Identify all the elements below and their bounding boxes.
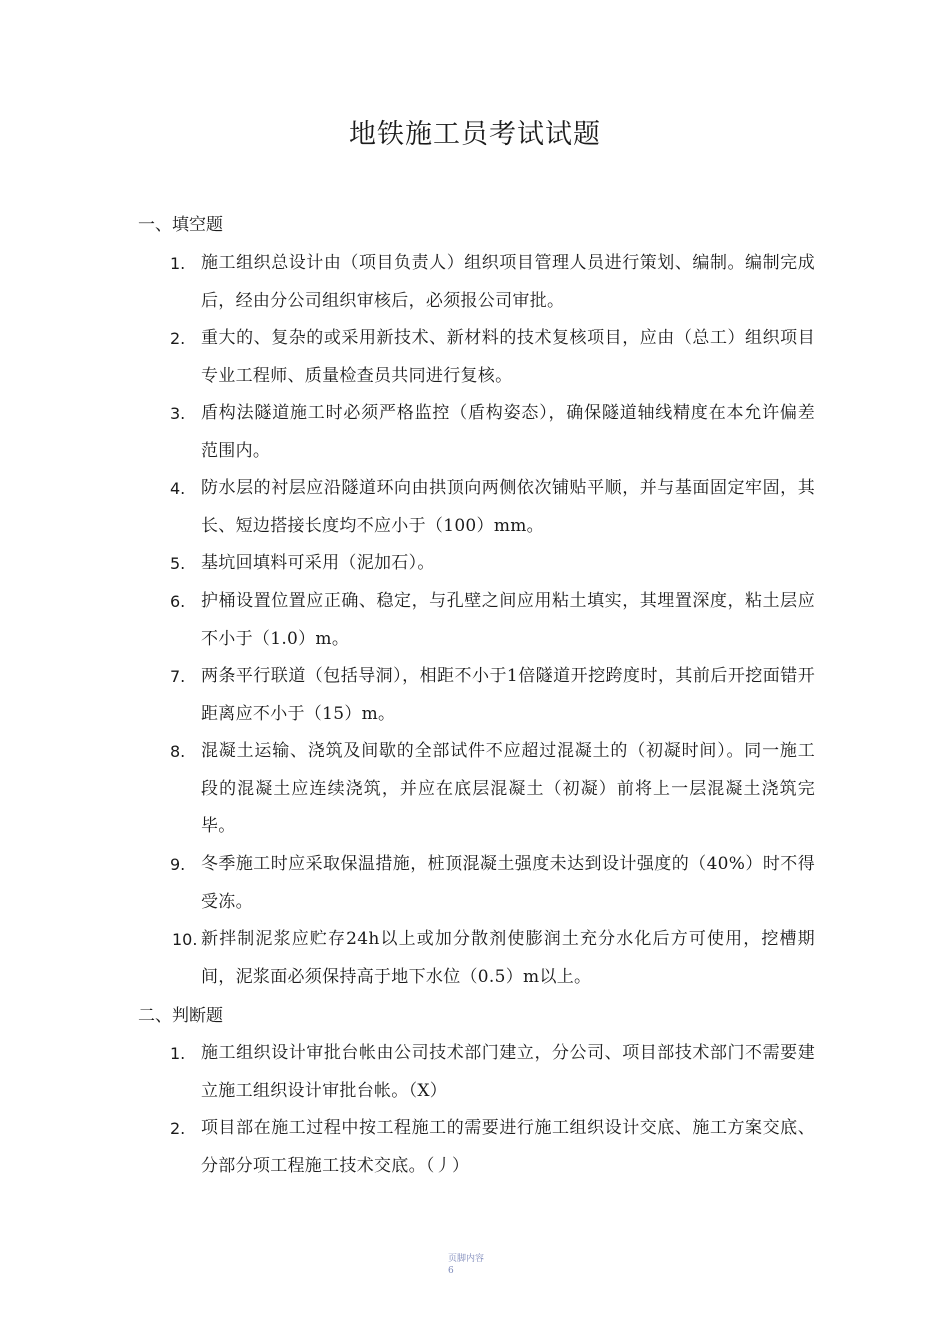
item-text: 冬季施工时应采取保温措施，桩顶混凝土强度未达到设计强度的（40%）时不得受冻。 xyxy=(201,854,815,912)
item-text: 项目部在施工过程中按工程施工的需要进行施工组织设计交底、施工方案交底、分部分项工程施工技术交底。（丿） xyxy=(201,1118,815,1176)
item-number: 7. xyxy=(170,667,186,686)
list-item xyxy=(170,733,815,846)
list-item xyxy=(170,921,815,996)
item-number: 6. xyxy=(170,592,186,611)
item-text: 护桶设置位置应正确、稳定，与孔壁之间应用粘土填实，其埋置深度，粘土层应不小于（1.0）m。 xyxy=(201,591,815,649)
list-item xyxy=(170,395,815,470)
item-number: 3. xyxy=(170,404,186,423)
list-item xyxy=(170,470,815,545)
item-number: 4. xyxy=(170,479,186,498)
page-title: 地铁施工员考试试题 xyxy=(349,119,601,150)
item-text: 两条平行联道（包括导洞），相距不小于1倍隧道开挖跨度时，其前后开挖面错开距离应不小于（15）m。 xyxy=(201,666,815,724)
item-text: 防水层的衬层应沿隧道环向由拱顶向两侧依次铺贴平顺，并与基面固定牢固，其长、短边搭接长度均不应小于（100）mm。 xyxy=(201,478,815,536)
item-text: 混凝土运输、浇筑及间歇的全部试件不应超过混凝土的（初凝时间）。同一施工段的混凝土应连续浇筑，并应在底层混凝土（初凝）前将上一层混凝土浇筑完毕。 xyxy=(201,741,815,836)
list-item xyxy=(170,245,815,320)
section-heading-true-false: 二、判断题 xyxy=(138,1006,223,1026)
list-item xyxy=(170,1035,815,1110)
item-text: 盾构法隧道施工时必须严格监控（盾构姿态），确保隧道轴线精度在本允许偏差范围内。 xyxy=(201,403,815,461)
item-text: 施工组织总设计由（项目负责人）组织项目管理人员进行策划、编制。编制完成后，经由分公司组织审核后，必须报公司审批。 xyxy=(201,253,815,311)
item-number: 2. xyxy=(170,1119,186,1138)
item-number: 2. xyxy=(170,329,186,348)
item-text: 重大的、复杂的或采用新技术、新材料的技术复核项目，应由（总工）组织项目专业工程师、质量检查员共同进行复核。 xyxy=(201,328,815,386)
item-text: 基坑回填料可采用（泥加石）。 xyxy=(201,553,435,573)
item-number: 1. xyxy=(170,254,186,273)
item-number: 8. xyxy=(170,742,186,761)
item-text: 新拌制泥浆应贮存24h以上或加分散剂使膨润土充分水化后方可使用，挖槽期间，泥浆面必须保持高于地下水位（0.5）m以上。 xyxy=(201,929,815,987)
item-number: 1. xyxy=(170,1044,186,1063)
item-number: 10. xyxy=(172,930,198,949)
list-item xyxy=(170,545,815,583)
list-item xyxy=(170,320,815,395)
list-item xyxy=(170,1110,815,1185)
item-number: 5. xyxy=(170,554,186,573)
item-text: 施工组织设计审批台帐由公司技术部门建立，分公司、项目部技术部门不需要建立施工组织设计审批台帐。（X） xyxy=(201,1043,815,1101)
item-number: 9. xyxy=(170,855,186,874)
list-item xyxy=(170,583,815,658)
page-footer: 页脚内容6 xyxy=(448,1254,485,1276)
list-item xyxy=(170,658,815,733)
section-heading-fill-blank: 一、填空题 xyxy=(138,215,223,235)
list-item xyxy=(170,846,815,921)
